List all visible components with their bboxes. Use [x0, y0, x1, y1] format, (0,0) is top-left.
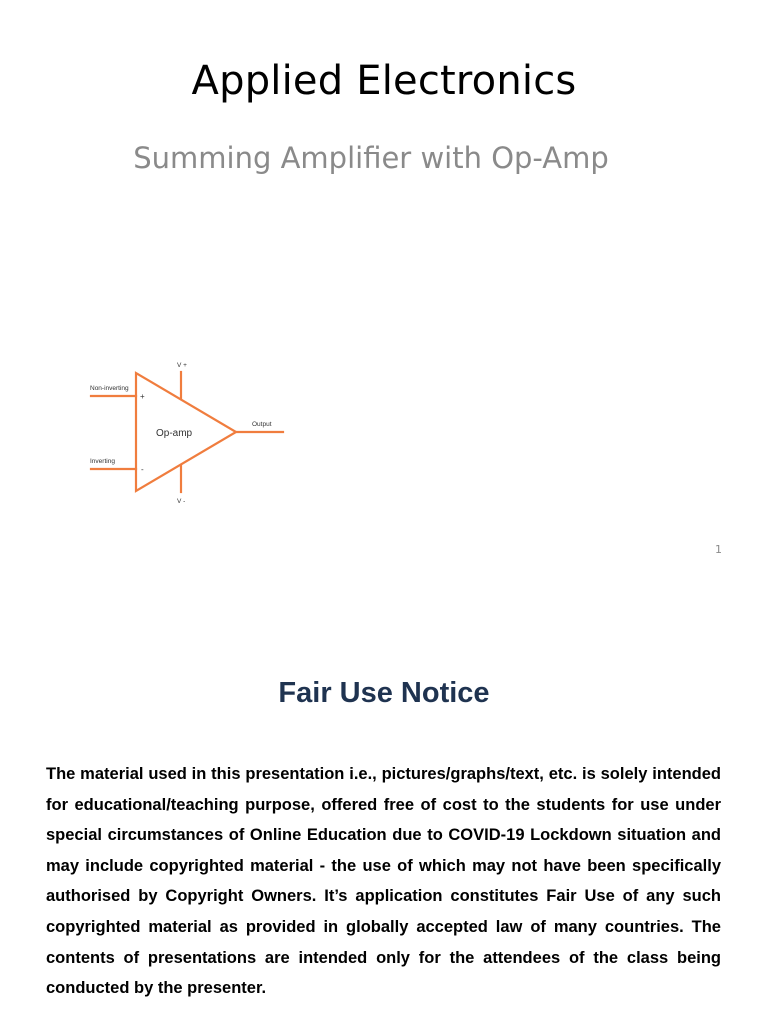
slide-subtitle: Summing Amplifier with Op-Amp [133, 141, 609, 175]
vplus-label: V + [177, 362, 187, 369]
fair-use-body: The material used in this presentation i.e., pictures/graphs/text, etc. is solely intended for educational/teaching purpose, offered free of cost to the students for use under special circumstances of Online Education due to COVID-19 Lockdown situation and may include copyrighted material - the use of which may not have been specifically authorised by Copyright Owners. It’s application constitutes Fair Use of any such copyrighted material as provided in globally accepted law of many countries. The contents of presentations are intended only for the attendees of the class being conducted by the presenter. [46, 765, 721, 998]
plus-sign: + [140, 392, 145, 401]
opamp-label: Op-amp [156, 428, 193, 439]
output-label: Output [252, 421, 272, 428]
vminus-label: V - [177, 498, 186, 505]
op-amp-diagram [86, 355, 292, 510]
inverting-label: Inverting [90, 458, 115, 465]
noninverting-label: Non-inverting [90, 385, 129, 392]
minus-sign: - [141, 465, 144, 474]
fair-use-heading: Fair Use Notice [278, 677, 490, 709]
page-number: 1 [715, 543, 722, 556]
slide-title: Applied Electronics [191, 58, 577, 104]
